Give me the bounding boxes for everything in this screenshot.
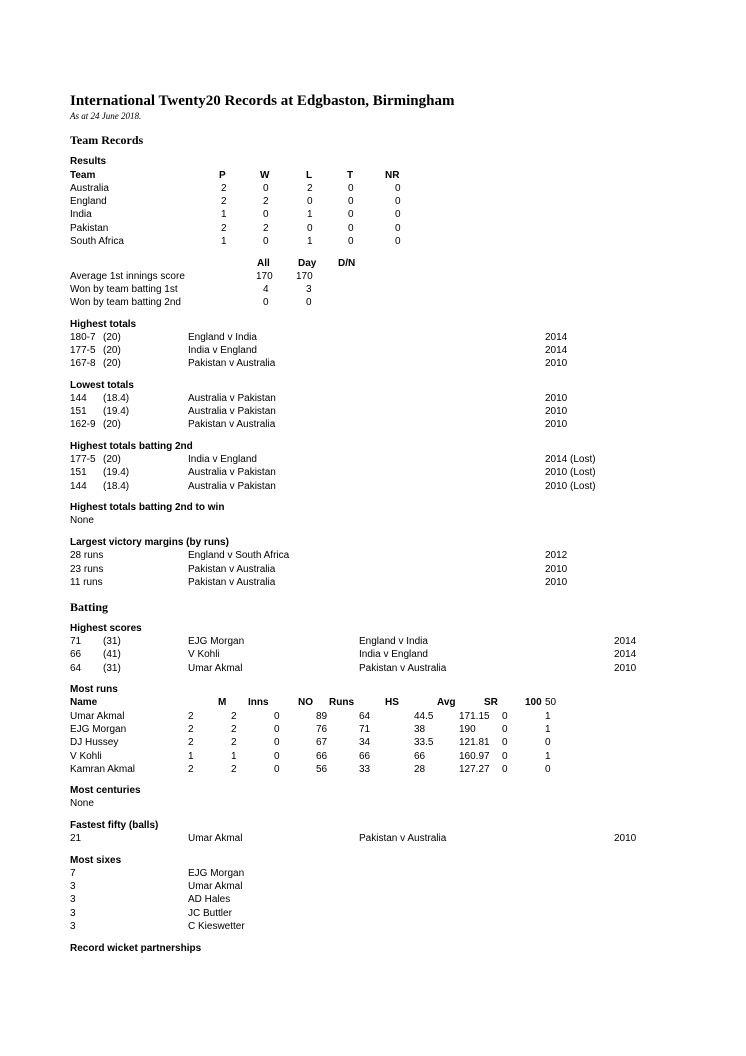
- total: 151: [70, 406, 87, 417]
- year: 2014: [614, 636, 637, 647]
- col-name: Name: [70, 697, 98, 708]
- batting-2nd-win-value: None: [70, 515, 94, 526]
- year: 2014: [614, 649, 637, 660]
- results-col-l: L: [306, 170, 313, 181]
- balls: 21: [70, 833, 82, 844]
- most-sixes-heading: Most sixes: [70, 855, 122, 866]
- year: 2010: [545, 406, 568, 417]
- year: 2014: [545, 332, 568, 343]
- cell-100: 0: [502, 711, 508, 722]
- highest-batting-2nd-heading: Highest totals batting 2nd: [70, 441, 193, 452]
- cell-w: 2: [263, 196, 269, 207]
- cell-runs: 56: [316, 764, 328, 775]
- lowest-totals-heading: Lowest totals: [70, 380, 134, 391]
- year-result: 2010 (Lost): [545, 467, 596, 478]
- overs: (19.4): [103, 406, 130, 417]
- cell-all: 4: [263, 284, 269, 295]
- cell-p: 2: [221, 196, 227, 207]
- cell-runs: 67: [316, 737, 328, 748]
- cell-day: 3: [306, 284, 312, 295]
- results-col-t: T: [347, 170, 354, 181]
- cell-inns: 2: [231, 711, 237, 722]
- sixes: 3: [70, 908, 76, 919]
- cell-hs: 71: [359, 724, 371, 735]
- margin: 28 runs: [70, 550, 104, 561]
- cell-t: 0: [348, 223, 354, 234]
- overs: (20): [103, 454, 121, 465]
- score: 71: [70, 636, 82, 647]
- score: 66: [70, 649, 82, 660]
- total: 162-9: [70, 419, 96, 430]
- total: 144: [70, 481, 87, 492]
- cell-100: 0: [502, 764, 508, 775]
- match: England v India: [188, 332, 257, 343]
- match: Pakistan v Australia: [188, 577, 276, 588]
- total: 144: [70, 393, 87, 404]
- col-hs: HS: [385, 697, 399, 708]
- cell-p: 2: [221, 183, 227, 194]
- cell-sr: 121.81: [459, 737, 490, 748]
- cell-50: 1: [545, 711, 551, 722]
- match: India v England: [359, 649, 428, 660]
- cell-all: 170: [256, 271, 273, 282]
- cell-50: 0: [545, 764, 551, 775]
- cell-l: 1: [307, 209, 313, 220]
- player: EJG Morgan: [188, 636, 245, 647]
- year: 2010: [545, 358, 568, 369]
- cell-hs: 34: [359, 737, 371, 748]
- cell-hs: 33: [359, 764, 371, 775]
- cell-p: 2: [221, 223, 227, 234]
- balls: (31): [103, 636, 121, 647]
- team-name: South Africa: [70, 236, 124, 247]
- player: EJG Morgan: [70, 724, 127, 735]
- player: EJG Morgan: [188, 868, 245, 879]
- player: DJ Hussey: [70, 737, 119, 748]
- player: C Kieswetter: [188, 921, 245, 932]
- record-partnerships-heading: Record wicket partnerships: [70, 943, 202, 954]
- cell-avg: 44.5: [414, 711, 434, 722]
- overs: (20): [103, 358, 121, 369]
- cell-w: 0: [263, 183, 269, 194]
- match: Pakistan v Australia: [359, 663, 447, 674]
- cell-no: 0: [274, 764, 280, 775]
- results-col-w: W: [260, 170, 270, 181]
- sixes: 3: [70, 894, 76, 905]
- cell-w: 0: [263, 209, 269, 220]
- team-name: England: [70, 196, 107, 207]
- team-records-heading: Team Records: [70, 133, 144, 147]
- cell-hs: 66: [359, 751, 371, 762]
- cell-inns: 2: [231, 724, 237, 735]
- cell-m: 2: [188, 764, 194, 775]
- col-runs: Runs: [329, 697, 354, 708]
- player: Kamran Akmal: [70, 764, 136, 775]
- row-label: Won by team batting 1st: [70, 284, 178, 295]
- match: England v India: [359, 636, 428, 647]
- cell-50: 1: [545, 724, 551, 735]
- overs: (20): [103, 332, 121, 343]
- results-col-team: Team: [70, 170, 96, 181]
- match: Pakistan v Australia: [188, 419, 276, 430]
- batting-heading: Batting: [70, 600, 109, 614]
- col-inns: Inns: [248, 697, 269, 708]
- avg-col-dn: D/N: [338, 258, 356, 269]
- cell-day: 0: [306, 297, 312, 308]
- cell-nr: 0: [395, 236, 401, 247]
- cell-sr: 160.97: [459, 751, 490, 762]
- match: India v England: [188, 345, 257, 356]
- cell-no: 0: [274, 737, 280, 748]
- player: Umar Akmal: [188, 881, 243, 892]
- team-name: Pakistan: [70, 223, 109, 234]
- year: 2010: [545, 419, 568, 430]
- avg-col-day: Day: [298, 258, 317, 269]
- player: V Kohli: [188, 649, 220, 660]
- col-sr: SR: [484, 697, 498, 708]
- results-col-nr: NR: [385, 170, 400, 181]
- row-label: Average 1st innings score: [70, 271, 185, 282]
- match: England v South Africa: [188, 550, 290, 561]
- cell-all: 0: [263, 297, 269, 308]
- highest-totals-heading: Highest totals: [70, 319, 137, 330]
- player: V Kohli: [70, 751, 102, 762]
- most-runs-heading: Most runs: [70, 684, 118, 695]
- cell-m: 2: [188, 737, 194, 748]
- total: 151: [70, 467, 87, 478]
- cell-w: 0: [263, 236, 269, 247]
- cell-avg: 28: [414, 764, 426, 775]
- cell-l: 2: [307, 183, 313, 194]
- margin: 11 runs: [70, 577, 103, 588]
- overs: (20): [103, 345, 121, 356]
- player: Umar Akmal: [188, 663, 243, 674]
- most-centuries-value: None: [70, 798, 94, 809]
- cell-l: 0: [307, 196, 313, 207]
- cell-no: 0: [274, 751, 280, 762]
- largest-victory-heading: Largest victory margins (by runs): [70, 537, 229, 548]
- team-name: India: [70, 209, 92, 220]
- results-heading: Results: [70, 156, 107, 167]
- match: Pakistan v Australia: [359, 833, 447, 844]
- cell-day: 170: [296, 271, 313, 282]
- cell-sr: 171.15: [459, 711, 490, 722]
- year: 2010: [614, 833, 637, 844]
- year: 2010: [545, 393, 568, 404]
- cell-nr: 0: [395, 196, 401, 207]
- col-50: 50: [545, 697, 557, 708]
- match: India v England: [188, 454, 257, 465]
- player: Umar Akmal: [188, 833, 243, 844]
- cell-m: 2: [188, 711, 194, 722]
- col-m: M: [218, 697, 227, 708]
- cell-runs: 76: [316, 724, 328, 735]
- most-centuries-heading: Most centuries: [70, 785, 141, 796]
- overs: (19.4): [103, 467, 130, 478]
- avg-col-all: All: [257, 258, 270, 269]
- player: JC Buttler: [188, 908, 232, 919]
- year: 2012: [545, 550, 568, 561]
- cell-50: 0: [545, 737, 551, 748]
- total: 167-8: [70, 358, 96, 369]
- col-100: 100: [525, 697, 542, 708]
- page-title: International Twenty20 Records at Edgbaston, Birmingham: [70, 93, 455, 109]
- total: 180-7: [70, 332, 96, 343]
- cell-t: 0: [348, 183, 354, 194]
- sixes: 3: [70, 921, 76, 932]
- cell-t: 0: [348, 196, 354, 207]
- cell-m: 2: [188, 724, 194, 735]
- col-avg: Avg: [437, 697, 456, 708]
- cell-inns: 2: [231, 764, 237, 775]
- total: 177-5: [70, 345, 96, 356]
- overs: (18.4): [103, 393, 130, 404]
- cell-w: 2: [263, 223, 269, 234]
- cell-nr: 0: [395, 183, 401, 194]
- sixes: 7: [70, 868, 76, 879]
- cell-sr: 127.27: [459, 764, 490, 775]
- cell-p: 1: [221, 236, 227, 247]
- balls: (41): [103, 649, 121, 660]
- match: Australia v Pakistan: [188, 393, 276, 404]
- match: Pakistan v Australia: [188, 564, 276, 575]
- cell-runs: 89: [316, 711, 328, 722]
- row-label: Won by team batting 2nd: [70, 297, 181, 308]
- cell-nr: 0: [395, 209, 401, 220]
- cell-l: 0: [307, 223, 313, 234]
- col-no: NO: [298, 697, 313, 708]
- cell-no: 0: [274, 724, 280, 735]
- cell-hs: 64: [359, 711, 371, 722]
- cell-100: 0: [502, 737, 508, 748]
- match: Australia v Pakistan: [188, 481, 276, 492]
- cell-inns: 2: [231, 737, 237, 748]
- player: AD Hales: [188, 894, 231, 905]
- cell-100: 0: [502, 724, 508, 735]
- batting-2nd-win-heading: Highest totals batting 2nd to win: [70, 502, 225, 513]
- cell-p: 1: [221, 209, 227, 220]
- player: Umar Akmal: [70, 711, 125, 722]
- year-result: 2010 (Lost): [545, 481, 596, 492]
- cell-t: 0: [348, 236, 354, 247]
- cell-100: 0: [502, 751, 508, 762]
- overs: (20): [103, 419, 121, 430]
- match: Australia v Pakistan: [188, 406, 276, 417]
- fastest-fifty-heading: Fastest fifty (balls): [70, 820, 159, 831]
- cell-no: 0: [274, 711, 280, 722]
- cell-avg: 33.5: [414, 737, 434, 748]
- match: Australia v Pakistan: [188, 467, 276, 478]
- cell-50: 1: [545, 751, 551, 762]
- cell-t: 0: [348, 209, 354, 220]
- cell-l: 1: [307, 236, 313, 247]
- sixes: 3: [70, 881, 76, 892]
- balls: (31): [103, 663, 121, 674]
- cell-avg: 66: [414, 751, 426, 762]
- highest-scores-heading: Highest scores: [70, 623, 142, 634]
- year: 2014: [545, 345, 568, 356]
- cell-runs: 66: [316, 751, 328, 762]
- results-col-p: P: [219, 170, 226, 181]
- total: 177-5: [70, 454, 96, 465]
- as-at-date: As at 24 June 2018.: [70, 111, 142, 121]
- cell-nr: 0: [395, 223, 401, 234]
- score: 64: [70, 663, 82, 674]
- overs: (18.4): [103, 481, 130, 492]
- cell-inns: 1: [231, 751, 237, 762]
- match: Pakistan v Australia: [188, 358, 276, 369]
- team-name: Australia: [70, 183, 109, 194]
- year-result: 2014 (Lost): [545, 454, 596, 465]
- year: 2010: [614, 663, 637, 674]
- margin: 23 runs: [70, 564, 104, 575]
- year: 2010: [545, 577, 568, 588]
- cell-avg: 38: [414, 724, 426, 735]
- cell-sr: 190: [459, 724, 476, 735]
- cell-m: 1: [188, 751, 194, 762]
- year: 2010: [545, 564, 568, 575]
